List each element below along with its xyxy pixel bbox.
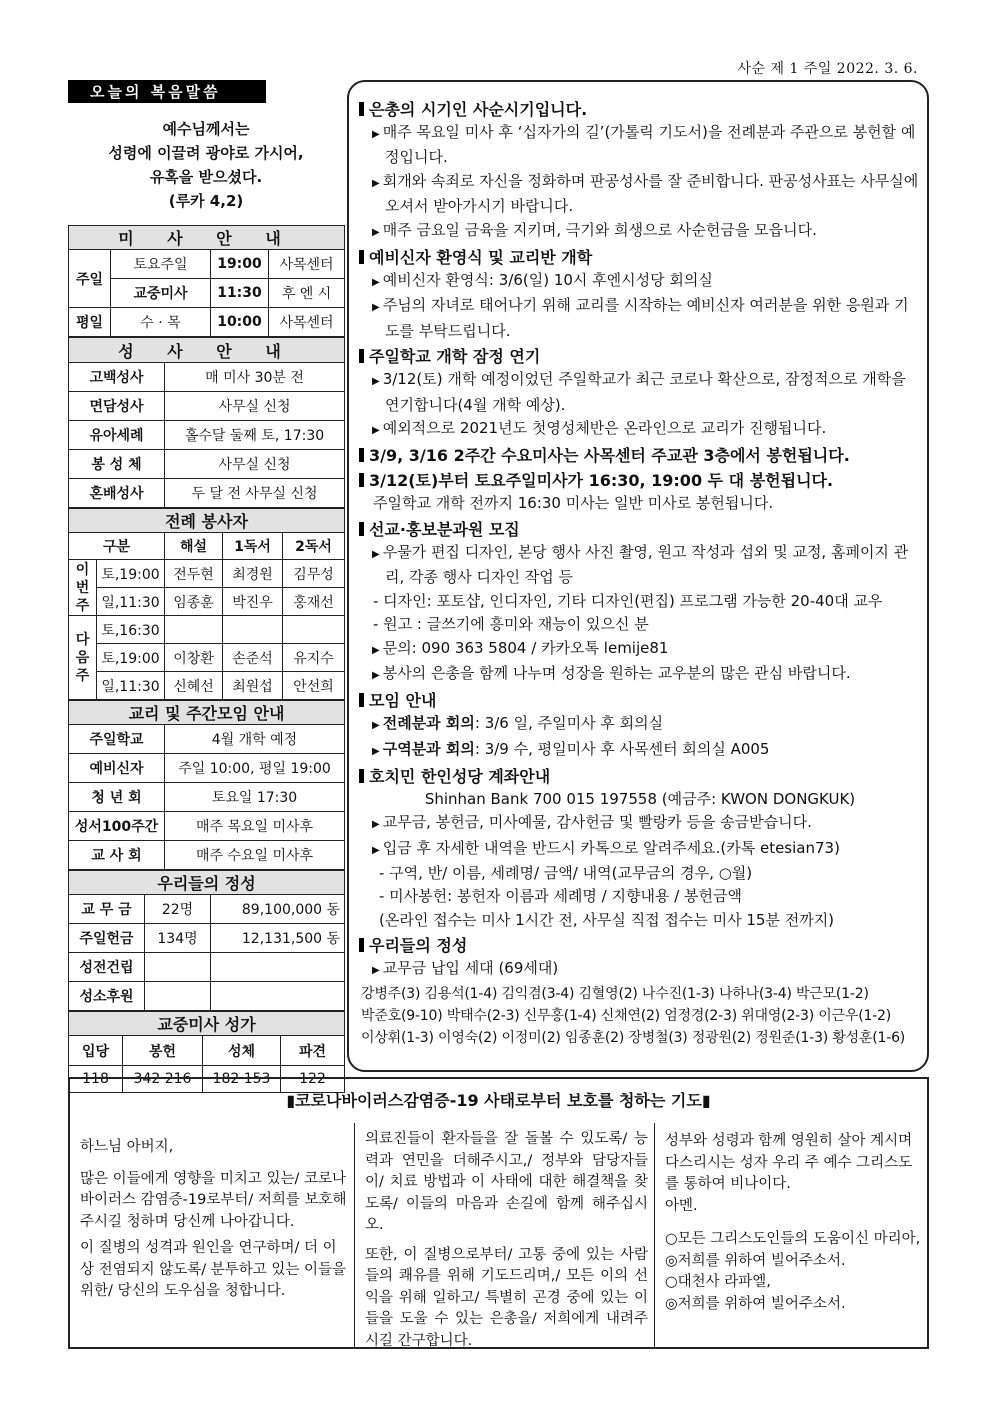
notice-item: [359, 837, 921, 862]
prayer-amen: 아멘.: [665, 1197, 698, 1214]
mass-name: 수 · 목: [111, 308, 211, 337]
notice-item-text: 우물가 편집 디자인, 본당 행사 사진 촬영, 원고 작성과 섭외 및 교정, 홈페이지 관리, 각종 행사 디자인 작업 등: [382, 542, 909, 587]
prayer-invocation: ○모든 그리스도인들의 도움이신 마리아,: [665, 1231, 921, 1247]
heading-marker-icon: [359, 102, 364, 116]
notice-subitem: - 디자인: 포토샵, 인디자인, 기타 디자인(편집) 프로그램 가능한 20-40대 교우: [373, 591, 883, 610]
notice-item-text: 예비신자 환영식: 3/6(일) 10시 후엔시성당 회의실: [382, 271, 713, 290]
notice-heading: [359, 690, 921, 712]
sacrament-value: 홀수달 둘째 토, 17:30: [165, 421, 345, 450]
heading-marker-icon: [359, 769, 364, 783]
offering-title: 우리들의 정성: [69, 871, 345, 895]
reader-2: 안선희: [283, 672, 345, 700]
attendance-header: 성체: [203, 1036, 281, 1066]
notice-item-text: 매주 금요일 금육을 지키며, 극기와 희생으로 사순헌금을 모읍니다.: [382, 220, 817, 239]
notice-item: [359, 957, 921, 982]
mass-place: 사목센터: [269, 250, 345, 279]
commentator: 전두현: [165, 560, 223, 588]
gospel-line: 성령에 이끌려 광야로 가시어,: [108, 144, 304, 162]
notice-item: [359, 712, 921, 737]
offering-count: [145, 953, 211, 982]
notice-item: [359, 121, 921, 170]
sacrament-label: 봉 성 체: [69, 450, 165, 479]
notices-box: [347, 80, 929, 1072]
meeting-detail: : 3/9 수, 평일미사 후 사목센터 회의실 A005: [474, 739, 770, 758]
notice-subitem: - 원고 : 글쓰기에 흥미와 재능이 있으신 분: [373, 615, 649, 634]
liturgy-ministers-table: [68, 508, 345, 700]
attendance-header: 봉헌: [123, 1036, 203, 1066]
offering-label: 교 무 금: [69, 895, 145, 924]
prayer-columns: [70, 1123, 927, 1347]
heading-marker-icon: [359, 250, 364, 264]
commentator: [165, 616, 223, 644]
triangle-bullet-icon: ▶: [372, 548, 380, 560]
triangle-bullet-icon: ▶: [372, 376, 380, 388]
offering-label: 주일헌금: [69, 924, 145, 953]
sunday-label: 주일: [69, 250, 111, 308]
reader-1: 박진우: [223, 588, 283, 616]
prayer-response: ◎저희를 위하여 빌어주소서.: [665, 1295, 846, 1312]
heading-marker-icon: [359, 693, 364, 707]
triangle-bullet-icon: ▶: [372, 226, 380, 238]
reader-1: 최경원: [223, 560, 283, 588]
bank-account: Shinhan Bank 700 015 197558 (예금주: KWON DONGKUK): [424, 790, 856, 809]
heading-marker-icon: [359, 448, 364, 462]
mass-guide-title: 미 사 안 내: [69, 226, 345, 250]
sacrament-guide-title: 성 사 안 내: [69, 338, 345, 363]
notice-item-text: 봉사의 은총을 함께 나누며 성장을 원하는 교우분의 많은 관심 바랍니다.: [382, 663, 851, 682]
notice-subitem: - 미사봉헌: 봉헌자 이름과 세례명 / 지향내용 / 봉헌금액: [379, 887, 743, 906]
notice-item: [359, 294, 921, 343]
notice-heading: [359, 766, 921, 788]
notice-heading: [359, 247, 921, 269]
notice-heading: [359, 445, 921, 467]
sacrament-value: 사무실 신청: [165, 450, 345, 479]
notice-item: [359, 269, 921, 294]
gospel-quote: [68, 117, 344, 225]
notice-heading: [359, 519, 921, 541]
sacrament-value: 두 달 전 사무실 신청: [165, 479, 345, 508]
doctrine-title: 교리 및 주간모임 안내: [69, 701, 345, 725]
reader-1: [223, 616, 283, 644]
liturgy-header: 구분: [69, 533, 165, 560]
attendance-title: 교중미사 성가: [69, 1012, 345, 1036]
donor-names-line: 강병주(3) 김용석(1-4) 김익겸(3-4) 김혈영(2) 나수진(1-3) 나하나(3-4) 박근모(1-2): [361, 985, 869, 1002]
next-week-text: 다 음 주: [75, 631, 90, 684]
triangle-bullet-icon: ▶: [372, 745, 380, 757]
notice-item: [359, 811, 921, 836]
meeting-label: 전례분과 회의: [382, 714, 475, 733]
attendance-value: 122: [281, 1066, 345, 1093]
this-week-text: 이 번 주: [75, 561, 90, 614]
attendance-header: 입당: [69, 1036, 123, 1066]
liturgy-header: 2독서: [283, 533, 345, 560]
reader-1: 손준석: [223, 644, 283, 672]
notice-item-text: 주님의 자녀로 태어나기 위해 교리를 시작하는 예비신자 여러분을 위한 응원과 기도를 부탁드립니다.: [382, 296, 909, 340]
prayer-column-2: [355, 1123, 655, 1347]
heading-marker-icon: [359, 349, 364, 363]
triangle-bullet-icon: ▶: [372, 277, 380, 289]
notice-item-text: 3/12(토) 개학 예정이었던 주일학교가 최근 코로나 확산으로, 잠정적으로 개학을 연기합니다(4월 개학 예상).: [382, 370, 906, 414]
sacrament-label: 유아세례: [69, 421, 165, 450]
gospel-label: 오늘의 복음말씀: [68, 80, 266, 103]
commentator: 임종훈: [165, 588, 223, 616]
notice-item: [359, 637, 921, 662]
triangle-bullet-icon: ▶: [372, 129, 380, 140]
notice-heading: [359, 470, 921, 492]
notice-item: [359, 662, 921, 687]
prayer-paragraph: 많은 이들에게 영향을 미치고 있는/ 코로나 바이러스 감염증-19로부터/ 저희를 보호해주시길 청하며 당신께 나아갑니다.: [80, 1170, 347, 1230]
liturgy-time: 토,19:00: [97, 644, 165, 672]
triangle-bullet-icon: ▶: [372, 302, 380, 314]
offering-amount: 12,131,500 동: [211, 924, 345, 953]
notice-text: 주일학교 개학 전까지 16:30 미사는 일반 미사로 봉헌됩니다.: [373, 494, 774, 513]
doctrine-label: 성서100주간: [69, 812, 165, 841]
doctrine-value: 4월 개학 예정: [165, 725, 345, 754]
notice-item-text: 교무금 납입 세대 (69세대): [382, 959, 559, 978]
notice-item: [359, 541, 921, 590]
notice-subitem: - 구역, 반/ 이름, 세례명/ 금액/ 내역(교무금의 경우, ○월): [379, 863, 753, 882]
notice-item: [359, 368, 921, 417]
next-week-label: [69, 616, 97, 700]
liturgy-time: 일,11:30: [97, 588, 165, 616]
reader-1: 최원섭: [223, 672, 283, 700]
offering-amount: 89,100,000 동: [211, 895, 345, 924]
doctrine-label: 교 사 회: [69, 841, 165, 870]
notice-item: [359, 738, 921, 763]
triangle-bullet-icon: ▶: [372, 720, 380, 732]
doctrine-value: 매주 목요일 미사후: [165, 812, 345, 841]
notice-heading-text: 은총의 시기인 사순시기입니다.: [369, 100, 588, 119]
donor-names-line: 박준호(9-10) 박태수(2-3) 신무홍(1-4) 신채연(2) 엄정경(2-3) 위대영(2-3) 이근우(1-2): [361, 1007, 891, 1024]
liturgy-header: 해설: [165, 533, 223, 560]
notice-heading-text: 주일학교 개학 잠정 연기: [369, 347, 541, 367]
doctrine-value: 토요일 17:30: [165, 783, 345, 812]
left-column: [68, 80, 344, 1093]
notice-heading-text: 3/9, 3/16 2주간 수요미사는 사목센터 주교관 3층에서 봉헌됩니다.: [369, 446, 850, 466]
sacrament-value: 사무실 신청: [165, 392, 345, 421]
notice-item-text: 입금 후 자세한 내역을 반드시 카톡으로 알려주세요.(카톡 etesian73): [382, 838, 840, 857]
mass-place: 사목센터: [269, 308, 345, 337]
donor-names-line: 이상휘(1-3) 이영숙(2) 이정미(2) 임종훈(2) 장병철(3) 정광원(2) 정원준(1-3) 황성훈(1-6): [361, 1029, 906, 1046]
meeting-label: 구역분과 회의: [382, 739, 475, 758]
liturgy-time: 토,19:00: [97, 560, 165, 588]
offering-count: 134명: [145, 924, 211, 953]
attendance-header: 파견: [281, 1036, 345, 1066]
prayer-column-1: [70, 1123, 355, 1347]
offering-count: 22명: [145, 895, 211, 924]
doctrine-label: 청 년 회: [69, 783, 165, 812]
notice-item: [359, 417, 921, 442]
triangle-bullet-icon: ▶: [372, 844, 380, 856]
mass-place: 후 엔 시: [269, 279, 345, 308]
doctrine-value: 매주 수요일 미사후: [165, 841, 345, 870]
liturgy-title: 전례 봉사자: [69, 509, 345, 533]
gospel-line: 예수님께서는: [162, 120, 250, 138]
notice-item-text: 매주 목요일 미사 후 ‘십자가의 길’(가톨릭 기도서)을 전례분과 주관으로 봉헌할 예정입니다.: [382, 123, 916, 167]
mass-time: 10:00: [211, 308, 269, 337]
liturgy-time: 토,16:30: [97, 616, 165, 644]
mass-time: 11:30: [211, 279, 269, 308]
notice-item-text: 교무금, 봉헌금, 미사예물, 감사헌금 및 빨랑카 등을 송금받습니다.: [382, 813, 812, 832]
offering-label: 성소후원: [69, 982, 145, 1011]
reader-2: [283, 616, 345, 644]
mass-guide-table: [68, 225, 345, 337]
liturgy-header: 1독서: [223, 533, 283, 560]
bulletin-date: 사순 제 1 주일 2022. 3. 6.: [737, 61, 918, 77]
notice-heading-text: 선교·홍보분과원 모집: [369, 519, 520, 539]
prayer-column-3: [655, 1123, 927, 1347]
sacrament-guide-table: [68, 337, 345, 508]
doctrine-table: [68, 700, 345, 870]
notice-heading-text: 예비신자 환영식 및 교리반 개학: [369, 248, 593, 268]
doctrine-label: 예비신자: [69, 754, 165, 783]
sacrament-value: 매 미사 30분 전: [165, 363, 345, 392]
notice-heading: [359, 346, 921, 368]
prayer-paragraph: 또한, 이 질병으로부터/ 고통 중에 있는 사람들의 쾌유를 위해 기도드리며,/ 모든 이의 선익을 위해 일하고/ 특별히 곤경 중에 있는 이들을 도울 수 있는 은총을/ 저희에게 내려주시길 간구합니다.: [365, 1246, 648, 1349]
notice-heading-text: 3/12(토)부터 토요주일미사가 16:30, 19:00 두 대 봉헌됩니다.: [369, 471, 834, 491]
heading-marker-icon: [359, 473, 364, 487]
notice-heading: [359, 935, 921, 957]
notice-item: [359, 219, 921, 244]
doctrine-label: 주일학교: [69, 725, 165, 754]
this-week-label: [69, 560, 97, 616]
prayer-invocation: ○대천사 라파엘,: [665, 1274, 771, 1290]
triangle-bullet-icon: ▶: [372, 819, 380, 831]
sacrament-label: 고백성사: [69, 363, 165, 392]
liturgy-time: 일,11:30: [97, 672, 165, 700]
mass-name: 토요주일: [111, 250, 211, 279]
triangle-bullet-icon: ▶: [372, 669, 380, 681]
prayer-paragraph: 성부와 성령과 함께 영원히 살아 계시며 다스리시는 성자 우리 주 예수 그리스도를 통하여 비나이다.: [665, 1133, 913, 1192]
gospel-reference: (루카 4,2): [168, 192, 244, 210]
reader-2: 홍재선: [283, 588, 345, 616]
notice-item: [359, 170, 921, 219]
prayer-paragraph: 의료진들이 환자들을 잘 돌볼 수 있도록/ 능력과 연민을 더해주시고,/ 정부와 담당자들이/ 치료 방법과 이 사태에 대한 해결책을 찾도록/ 이들의 마음과 손길에 함께 해주십시오.: [365, 1131, 648, 1233]
attendance-value: 118: [69, 1066, 123, 1093]
doctrine-value: 주일 10:00, 평일 19:00: [165, 754, 345, 783]
prayer-paragraph: 이 질병의 성격과 원인을 연구하며/ 더 이상 전염되지 않도록/ 분투하고 있는 이들을 위한/ 당신의 도우심을 청합니다.: [80, 1240, 347, 1299]
offering-label: 성전건립: [69, 953, 145, 982]
prayer-box: [68, 1077, 929, 1349]
commentator: 신혜선: [165, 672, 223, 700]
prayer-title: ▮코로나바이러스감염증-19 사태로부터 보호를 청하는 기도▮: [286, 1091, 711, 1110]
heading-marker-icon: [359, 938, 364, 952]
offering-amount: [211, 982, 345, 1011]
notice-heading-text: 호치민 한인성당 계좌안내: [369, 767, 551, 787]
commentator: 이창환: [165, 644, 223, 672]
sacrament-label: 혼배성사: [69, 479, 165, 508]
mass-name: 교중미사: [111, 279, 211, 308]
notice-item-text: 회개와 속죄로 자신을 정화하며 판공성사를 잘 준비합니다. 판공성사표는 사무실에 오셔서 받아가시기 바랍니다.: [382, 171, 919, 216]
prayer-response: ◎저희를 위하여 빌어주소서.: [665, 1252, 846, 1269]
attendance-value: 182 153: [203, 1066, 281, 1093]
mass-time: 19:00: [211, 250, 269, 279]
sacrament-label: 면담성사: [69, 392, 165, 421]
meeting-detail: : 3/6 일, 주일미사 후 회의실: [474, 714, 664, 733]
notice-subitem: (온라인 접수는 미사 1시간 전, 사무실 직접 접수는 미사 15분 전까지): [379, 910, 835, 929]
gospel-line: 유혹을 받으셨다.: [149, 168, 263, 186]
reader-2: 김무성: [283, 560, 345, 588]
notice-heading: [359, 99, 921, 121]
triangle-bullet-icon: ▶: [372, 965, 380, 977]
triangle-bullet-icon: ▶: [372, 644, 380, 656]
offering-table: [68, 870, 345, 1011]
notice-heading-text: 모임 안내: [369, 691, 437, 711]
triangle-bullet-icon: ▶: [372, 177, 380, 189]
reader-2: 유지수: [283, 644, 345, 672]
prayer-paragraph: 하느님 아버지,: [80, 1139, 174, 1155]
notice-heading-text: 우리들의 정성: [369, 936, 468, 956]
notice-item-text: 예외적으로 2021년도 첫영성체반은 온라인으로 교리가 진행됩니다.: [382, 419, 827, 438]
weekday-label: 평일: [69, 308, 111, 337]
notice-item-text: 문의: 090 363 5804 / 카카오톡 lemije81: [382, 638, 669, 657]
attendance-value: 342 216: [123, 1066, 203, 1093]
triangle-bullet-icon: ▶: [372, 425, 380, 437]
heading-marker-icon: [359, 522, 364, 536]
offering-amount: [211, 953, 345, 982]
offering-count: [145, 982, 211, 1011]
